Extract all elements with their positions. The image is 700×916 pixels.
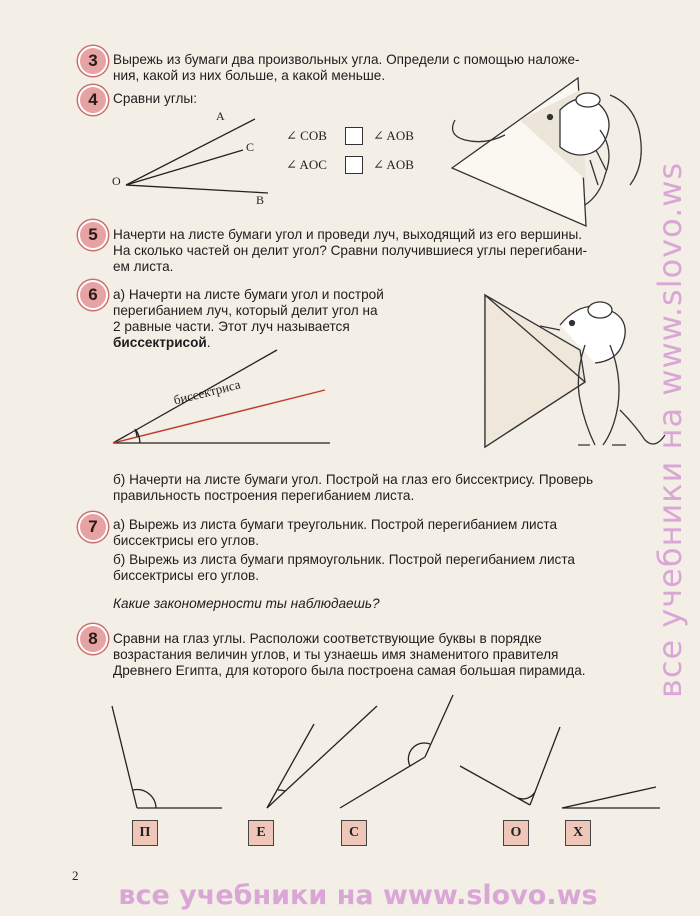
mouse-paper-illustration-2 (485, 295, 665, 447)
page-number: 2 (72, 868, 79, 883)
task8-angles (112, 695, 660, 808)
letter-box-p[interactable]: П (132, 820, 158, 846)
angle-p (112, 706, 222, 808)
task6a-text-line4 (113, 335, 211, 352)
bisector-ray (113, 390, 325, 443)
task6a-text-line2: перегибанием луч, который делит угол на (113, 303, 378, 318)
task-number-badge: 6 (78, 280, 108, 310)
task7a-text-line2: биссектрисы его углов. (113, 533, 260, 548)
compare-answer-box-1[interactable] (345, 127, 363, 145)
letter-box-s[interactable]: С (341, 820, 367, 846)
task7-question: Какие закономерности ты наблюдаешь? (113, 596, 380, 611)
point-label-o: O (112, 174, 121, 188)
task6a-text-line1: а) Начерти на листе бумаги угол и построй (113, 287, 384, 302)
task4-prompt: Сравни углы: (113, 91, 197, 106)
compare-answer-box-2[interactable] (345, 156, 363, 174)
task-number-badge: 4 (78, 85, 108, 115)
point-label-b: B (256, 193, 265, 207)
task-number-badge: 7 (78, 512, 108, 542)
compare-row1-right: ∠ AOB (373, 128, 414, 143)
task-number-badge: 8 (78, 624, 108, 654)
task5-text-line3: ем листа. (113, 259, 174, 274)
mouse-paper-illustration-1 (452, 78, 641, 226)
point-label-c: C (246, 140, 255, 154)
point-label-a: A (216, 109, 225, 123)
watermark-bottom: все учебники на www.slovo.ws (118, 880, 598, 911)
angle-o (460, 727, 560, 805)
task8-text-line1: Сравни на глаз углы. Расположи соответствующие буквы в порядке (113, 631, 542, 646)
task6a-text-line3: 2 равные части. Этот луч называется (113, 319, 350, 334)
task6b-text-line1: б) Начерти на листе бумаги угол. Построй на глаз его биссектрису. Проверь (113, 472, 594, 487)
task3-text-line2: ния, какой из них больше, а какой меньше. (113, 68, 386, 83)
ray-ob (126, 185, 268, 193)
task7a-text-line1: а) Вырежь из листа бумаги треугольник. Построй перегибанием листа (113, 517, 558, 532)
task4-angle-figure (126, 119, 268, 193)
task6a-period: . (206, 335, 211, 350)
task5-text-line2: На сколько частей он делит угол? Сравни получившиеся углы перегибани- (113, 243, 588, 258)
letter-box-e[interactable]: Е (248, 820, 274, 846)
angle-h (562, 787, 660, 808)
compare-row2-left: ∠ AOC (286, 157, 327, 172)
task7b-text-line1: б) Вырежь из листа бумаги прямоугольник. Построй перегибанием листа (113, 552, 575, 567)
task7b-text-line2: биссектрисы его углов. (113, 568, 260, 583)
task-number-badge: 5 (78, 220, 108, 250)
bisector-label: биссектриса (172, 376, 242, 408)
letter-box-o[interactable]: О (503, 820, 529, 846)
angle-s (340, 695, 453, 808)
task-number-badge: 3 (78, 46, 108, 76)
angle-e (267, 706, 377, 808)
task8-text-line2: возрастания величин углов, и ты узнаешь имя знаменитого правителя (113, 647, 559, 662)
watermark-vertical: все учебники на www.slovo.ws (651, 161, 689, 699)
bisector-term: биссектрисой (113, 335, 207, 350)
task5-text-line1: Начерти на листе бумаги угол и проведи луч, выходящий из его вершины. (113, 227, 583, 242)
compare-row2-right: ∠ AOB (373, 157, 414, 172)
task6b-text-line2: правильность построения перегибанием листа. (113, 488, 415, 503)
compare-row1-left: ∠ COB (286, 128, 327, 143)
letter-box-h[interactable]: Х (565, 820, 591, 846)
task8-text-line3: Древнего Египта, для которого была построена самая большая пирамида. (113, 663, 586, 678)
task3-text-line1: Вырежь из бумаги два произвольных угла. Определи с помощью наложе- (113, 52, 580, 67)
